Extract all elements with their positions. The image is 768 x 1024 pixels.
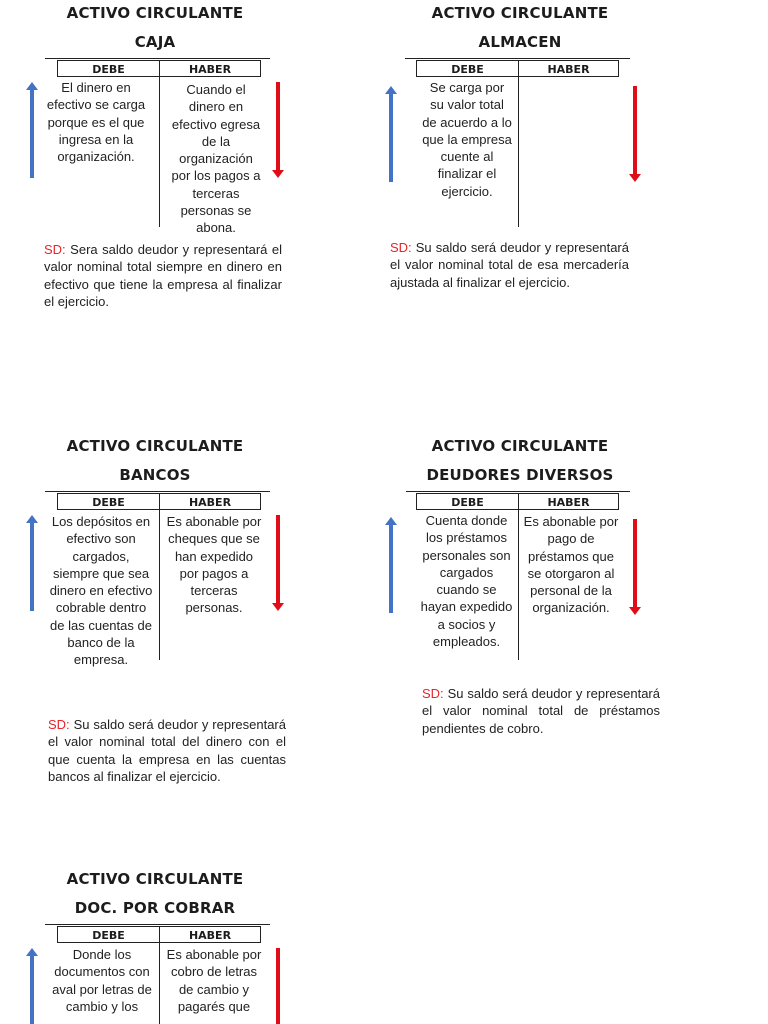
up-arrow-icon (26, 82, 38, 178)
haber-header: HABER (159, 493, 261, 510)
sd-label: SD: (44, 242, 66, 257)
sd-label: SD: (48, 717, 70, 732)
down-arrow-icon (629, 519, 641, 615)
haber-text: Es abonable por cheques que se han expedido por pagos a terceras personas. (166, 514, 262, 616)
down-arrow-icon (629, 86, 641, 182)
debe-text: Se carga por su valor total de acuerdo a lo que la empresa cuente al finalizar el ejercicio. (422, 80, 512, 199)
down-arrow-icon (272, 515, 284, 611)
haber-header: HABER (518, 60, 619, 77)
debe-header: DEBE (57, 493, 160, 510)
haber-header: HABER (159, 60, 261, 77)
account-name: DOC. POR COBRAR (74, 899, 236, 917)
sd-note (390, 239, 629, 291)
account-category: ACTIVO CIRCULANTE (66, 437, 244, 455)
haber-header: HABER (518, 493, 619, 510)
account-caja (0, 0, 310, 340)
down-arrow-icon (272, 82, 284, 178)
up-arrow-icon (385, 517, 397, 613)
account-name: CAJA (134, 33, 176, 51)
up-arrow-icon (385, 86, 397, 182)
sd-note (422, 685, 660, 737)
debe-text: Los depósitos en efectivo son cargados, siempre que sea dinero en efectivo cobrable dentro de las cuentas de banco de la empresa. (49, 514, 153, 668)
account-deudores-diversos (370, 433, 670, 753)
account-name: BANCOS (119, 466, 191, 484)
debe-header: DEBE (57, 926, 160, 943)
haber-text: Es abonable por pago de préstamos que se otorgaron al personal de la organización. (523, 514, 619, 616)
sd-text: Su saldo será deudor y representará el valor nominal total de préstamos pendientes de cobro. (422, 686, 660, 736)
account-category: ACTIVO CIRCULANTE (431, 437, 609, 455)
account-almacen (370, 0, 670, 340)
t-account-divider (159, 510, 160, 660)
account-name: DEUDORES DIVERSOS (426, 466, 614, 484)
up-arrow-icon (26, 515, 38, 611)
debe-header: DEBE (416, 493, 519, 510)
account-name: ALMACEN (478, 33, 562, 51)
sd-note (48, 716, 286, 785)
t-account-divider (518, 77, 519, 227)
debe-header: DEBE (416, 60, 519, 77)
sd-text: Su saldo será deudor y representará el valor nominal total del dinero con el que cuenta la empresa en las cuentas bancos al finalizar el ejercicio. (48, 717, 286, 784)
debe-header: DEBE (57, 60, 160, 77)
account-category: ACTIVO CIRCULANTE (66, 4, 244, 22)
account-bancos (0, 433, 310, 813)
debe-text: Cuenta donde los préstamos personales son cargados cuando se hayan expedido a socios y empleados. (420, 513, 513, 650)
sd-note (44, 241, 282, 310)
debe-text: Donde los documentos con aval por letras de cambio y los (52, 947, 152, 1014)
sd-label: SD: (390, 240, 412, 255)
t-account-divider (159, 77, 160, 227)
account-doc-por-cobrar (0, 866, 310, 1024)
sd-text: Su saldo será deudor y representará el valor nominal total de esa mercadería ajustada al finalizar el ejercicio. (390, 240, 629, 290)
haber-text: Es abonable por cobro de letras de cambio y pagarés que (166, 947, 262, 1014)
t-account-divider (518, 510, 519, 660)
t-account-divider (159, 943, 160, 1024)
account-category: ACTIVO CIRCULANTE (431, 4, 609, 22)
up-arrow-icon (26, 948, 38, 1024)
haber-text: Cuando el dinero en efectivo egresa de la organización por los pagos a terceras personas se abona. (171, 82, 261, 236)
down-arrow-icon (272, 948, 284, 1024)
sd-text: Sera saldo deudor y representará el valor nominal total siempre en dinero en efectivo que tiene la empresa al finalizar el ejercicio. (44, 242, 282, 309)
account-category: ACTIVO CIRCULANTE (66, 870, 244, 888)
haber-header: HABER (159, 926, 261, 943)
debe-text: El dinero en efectivo se carga porque es el que ingresa en la organización. (46, 80, 146, 165)
sd-label: SD: (422, 686, 444, 701)
